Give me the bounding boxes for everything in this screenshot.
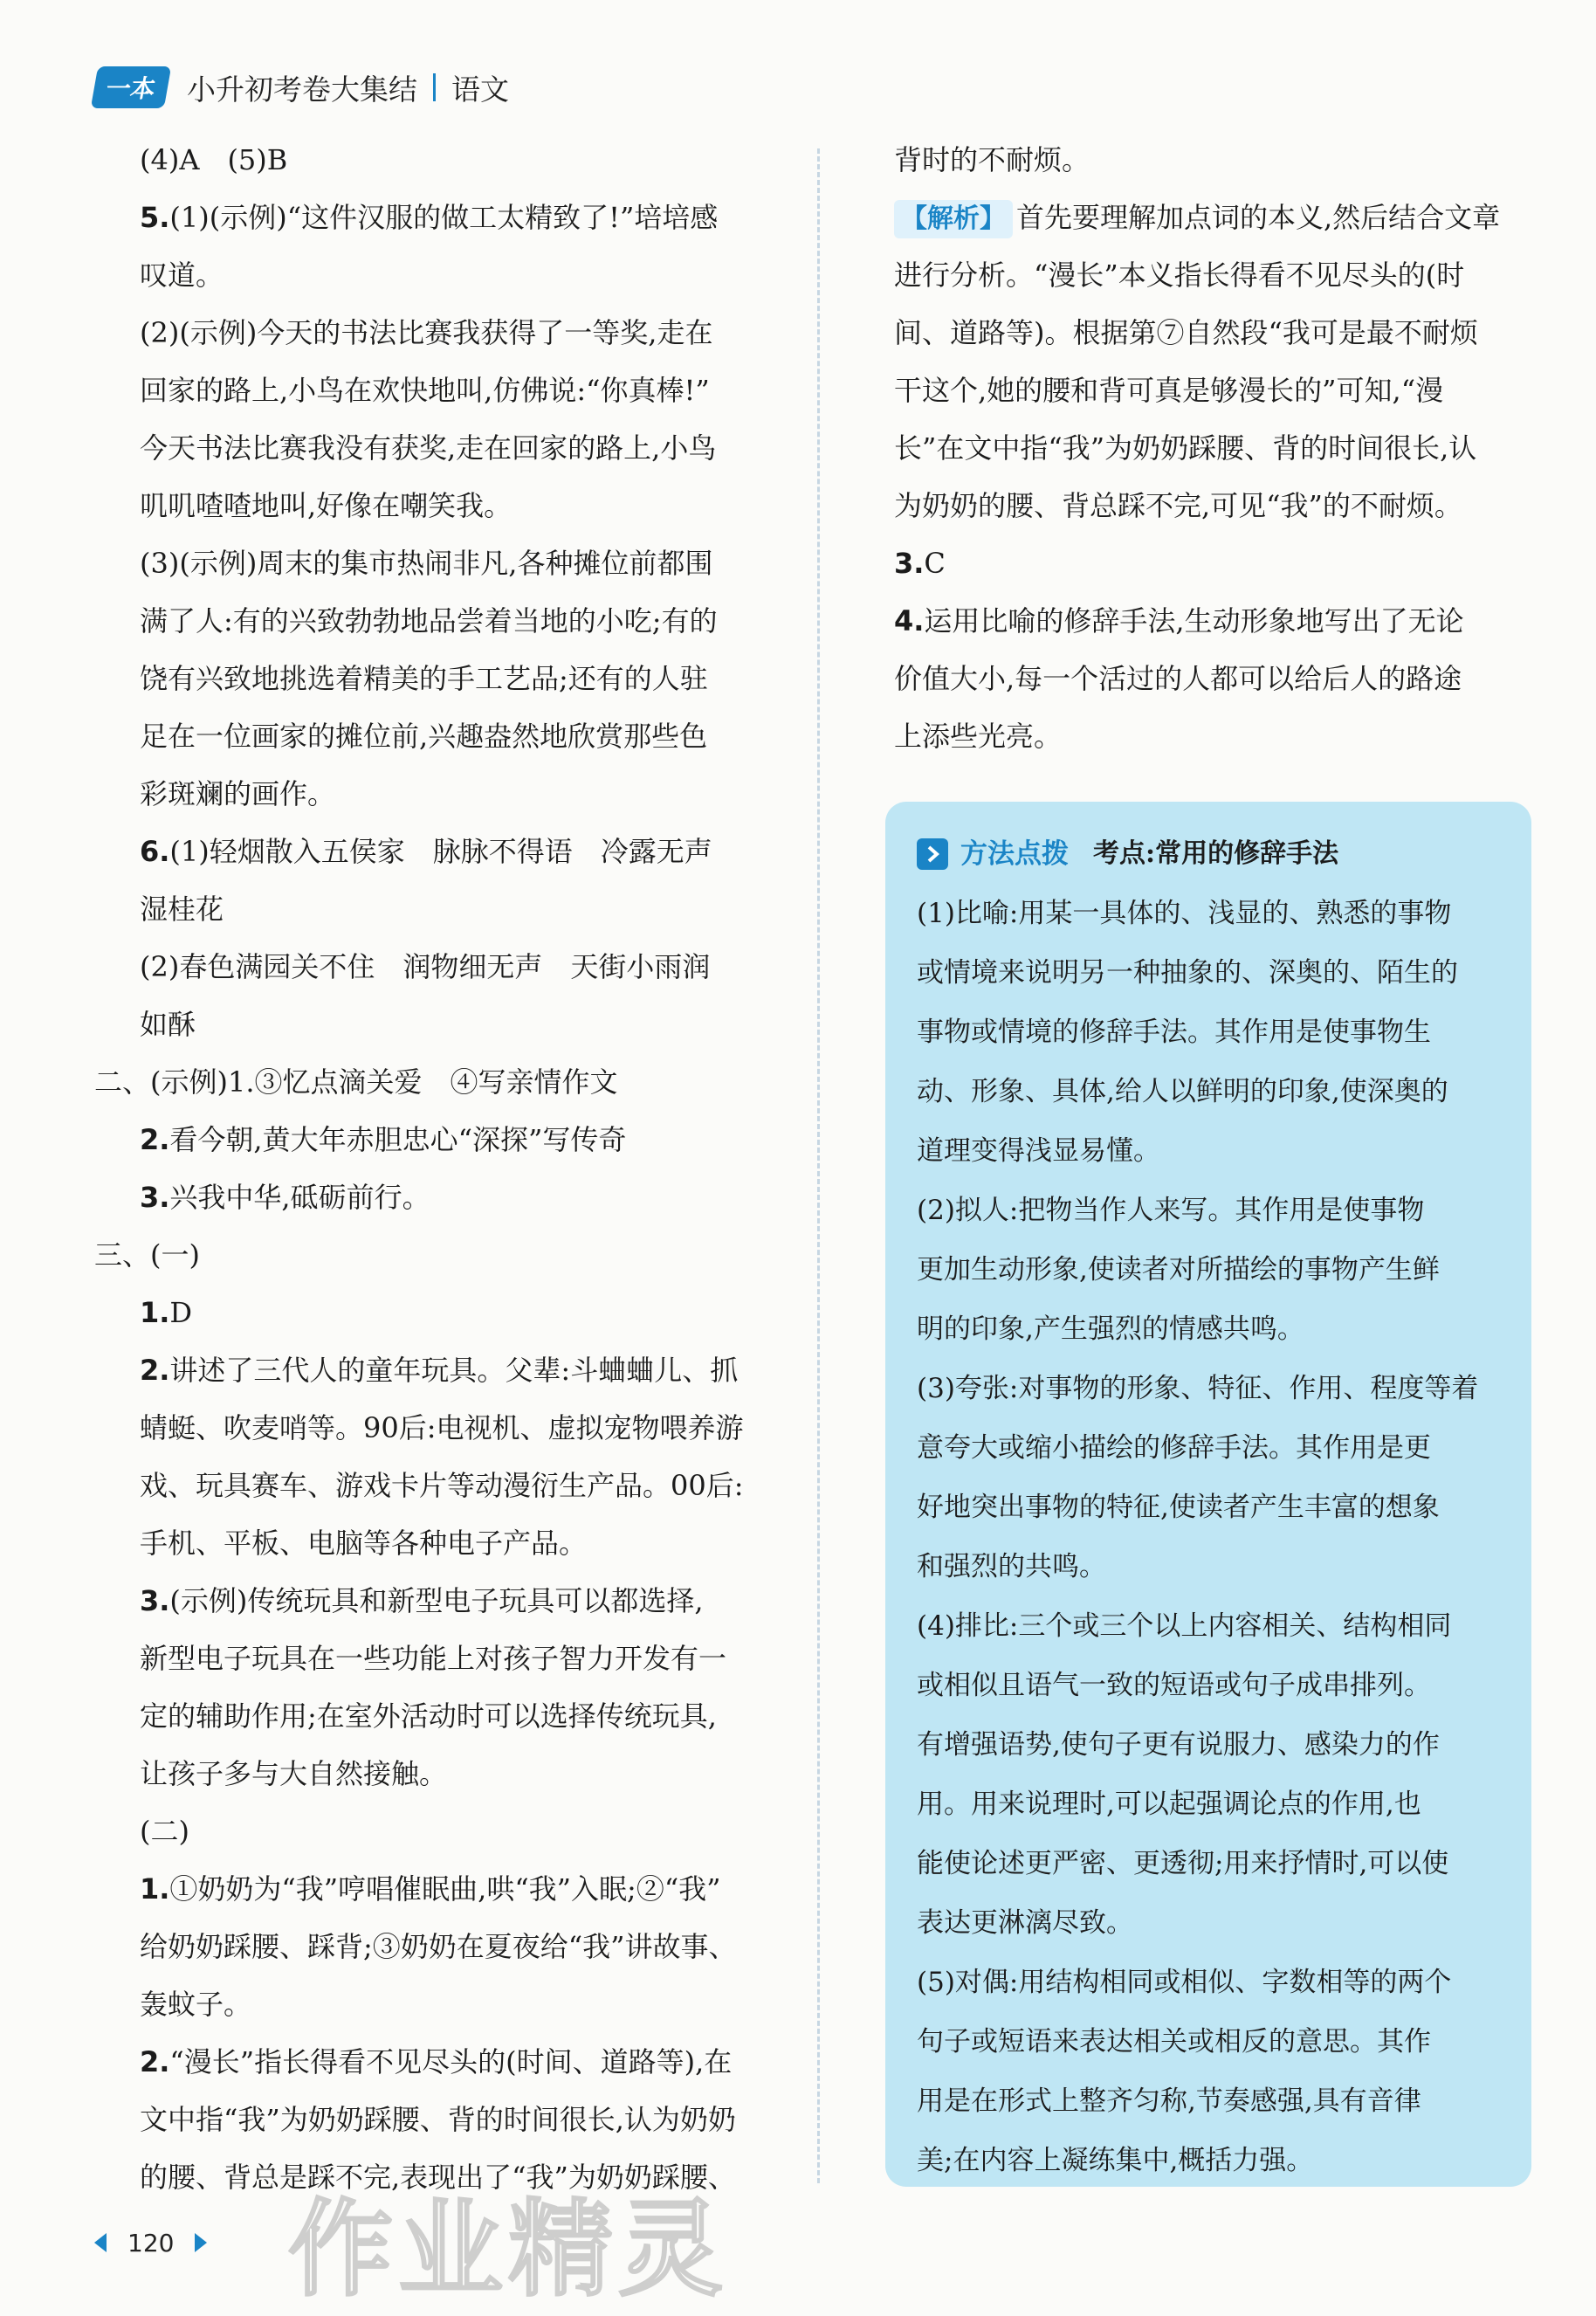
method-line: 表达更淋漓尽致。 [917,1907,1133,1939]
text-line [94,1457,793,1514]
question-number: 3. [894,547,925,580]
method-line: 动、形象、具体,给人以鲜明的印象,使深奥的 [917,1076,1448,1107]
line-text: (4)A (5)B [140,143,288,176]
right-column [894,131,1547,765]
text-line [94,419,793,477]
text-line [94,1860,793,1918]
line-text: 讲述了三代人的童年玩具。父辈:斗蛐蛐儿、抓 [169,1354,739,1387]
text-line [94,880,793,938]
question-number: 3. [140,1181,170,1214]
text-line [94,304,793,362]
question-number: 3. [140,1584,170,1617]
text-line [894,304,1547,362]
text-line [94,1745,793,1802]
line-text: 新型电子玩具在一些功能上对孩子智力开发有一 [140,1642,727,1675]
text-line [94,592,793,650]
line-text: 如酥 [140,1008,196,1041]
text-line [894,246,1547,304]
method-line: 道理变得浅显易懂。 [917,1135,1160,1167]
question-number: 1. [140,1872,170,1906]
text-line [894,419,1547,477]
page-header [94,63,509,112]
line-text: 饶有兴致地挑选着精美的手工艺品;还有的人驻 [140,662,708,695]
text-line [894,189,1547,246]
line-text: 首先要理解加点词的本义,然后结合文章 [1016,201,1501,234]
method-line: (2)拟人:把物当作人来写。其作用是使事物 [917,1195,1425,1226]
method-line: 明的印象,产生强烈的情感共鸣。 [917,1313,1304,1345]
line-text: 叹道。 [140,258,224,292]
text-line [94,477,793,534]
column-divider [817,148,820,2183]
text-line [94,189,793,246]
method-line: (5)对偶:用结构相同或相似、字数相等的两个 [917,1967,1452,1998]
method-line: 和强烈的共鸣。 [917,1551,1106,1582]
chevron-right-icon [917,838,948,870]
text-line [94,1514,793,1572]
text-line [94,1053,793,1111]
method-header [917,826,1505,882]
line-text: 戏、玩具赛车、游戏卡片等动漫衍生产品。00后: [140,1469,744,1502]
method-line: 用是在形式上整齐匀称,节奏感强,具有音律 [917,2085,1421,2117]
page-number: 120 [127,2228,175,2257]
text-line [94,362,793,419]
text-line [94,1572,793,1630]
line-text: 给奶奶踩腰、踩背;③奶奶在夏夜给“我”讲故事、 [140,1930,737,1963]
watermark: 作业精灵 [288,2189,728,2311]
line-text: 今天书法比赛我没有获奖,走在回家的路上,小鸟 [140,431,717,465]
line-text: “漫长”指长得看不见尽头的(时间、道路等),在 [169,2045,733,2078]
line-text: 三、(一) [94,1238,200,1272]
text-line [94,131,793,189]
method-line: 美;在内容上凝练集中,概括力强。 [917,2145,1314,2176]
text-line [94,1687,793,1745]
text-line [94,1168,793,1226]
line-text: 干这个,她的腰和背可真是够漫长的”可知,“漫 [894,374,1444,407]
line-text: 长”在文中指“我”为奶奶踩腰、背的时间很长,认 [894,431,1477,465]
text-line [894,362,1547,419]
method-line: (1)比喻:用某一具体的、浅显的、熟悉的事物 [917,898,1452,929]
line-text: 为奶奶的腰、背总踩不完,可见“我”的不耐烦。 [894,489,1462,522]
text-line [94,765,793,823]
line-text: 兴我中华,砥砺前行。 [169,1181,430,1214]
text-line [894,650,1547,707]
question-number: 5. [140,201,170,234]
line-text: 上添些光亮。 [894,720,1063,753]
line-text: 进行分析。“漫长”本义指长得看不见尽头的(时 [894,258,1465,292]
line-text: C [924,547,946,580]
line-text: (1)轻烟散入五侯家 脉脉不得语 冷露无声 [169,835,712,868]
line-text: 定的辅助作用;在室外活动时可以选择传统玩具, [140,1699,717,1733]
text-line [94,1284,793,1341]
method-point: 考点:常用的修辞手法 [1093,838,1339,869]
line-text: (2)春色满园关不住 润物细无声 天街小雨润 [140,950,711,983]
question-number: 6. [140,835,170,868]
line-text: 间、道路等)。根据第⑦自然段“我可是最不耐烦 [894,316,1478,349]
text-line [94,534,793,592]
next-page-icon[interactable] [195,2233,207,2252]
method-lines [917,884,1505,2190]
method-line: 意夸大或缩小描绘的修辞手法。其作用是更 [917,1432,1431,1464]
method-line: 好地突出事物的特征,使读者产生丰富的想象 [917,1492,1440,1523]
line-text: (1)(示例)“这件汉服的做工太精致了!”培培感 [169,201,719,234]
line-text: 背时的不耐烦。 [894,143,1090,176]
question-number: 2. [140,1123,170,1156]
text-line [94,1399,793,1457]
line-text: 满了人:有的兴致勃勃地品尝着当地的小吃;有的 [140,604,718,638]
text-line [94,938,793,996]
line-text: (3)(示例)周末的集市热闹非凡,各种摊位前都围 [140,547,713,580]
line-text: 让孩子多与大自然接触。 [140,1757,448,1790]
line-text: 看今朝,黄大年赤胆忠心“深探”写传奇 [169,1123,627,1156]
text-line [94,996,793,1053]
header-separator [433,73,436,101]
question-number: 2. [140,2045,170,2078]
question-number: 1. [140,1296,170,1329]
method-line: 更加生动形象,使读者对所描绘的事物产生鲜 [917,1254,1440,1286]
text-line [94,2091,793,2148]
question-number: 2. [140,1354,170,1387]
text-line [94,246,793,304]
text-line [94,650,793,707]
line-text: 二、(示例)1.③忆点滴关爱 ④写亲情作文 [94,1065,618,1099]
line-text: 回家的路上,小鸟在欢快地叫,仿佛说:“你真棒!” [140,374,710,407]
line-text: (二) [140,1815,189,1848]
method-line: 有增强语势,使句子更有说服力、感染力的作 [917,1729,1440,1761]
method-line: 事物或情境的修辞手法。其作用是使事物生 [917,1017,1431,1048]
line-text: 轰蚊子。 [140,1988,252,2021]
text-line [94,707,793,765]
text-line [894,592,1547,650]
text-line [94,823,793,880]
line-text: 手机、平板、电脑等各种电子产品。 [140,1527,588,1560]
line-text: 叽叽喳喳地叫,好像在嘲笑我。 [140,489,513,522]
line-text: 运用比喻的修辞手法,生动形象地写出了无论 [924,604,1464,638]
line-text: ①奶奶为“我”哼唱催眠曲,哄“我”入眠;②“我” [169,1872,721,1906]
method-line: 句子或短语来表达相关或相反的意思。其作 [917,2026,1431,2058]
text-line [94,1918,793,1975]
text-line [94,1975,793,2033]
book-title: 小升初考卷大集结 [187,72,418,107]
method-line: (3)夸张:对事物的形象、特征、作用、程度等着 [917,1373,1479,1404]
text-line [94,1802,793,1860]
page-footer [94,2225,207,2260]
method-line: 能使论述更严密、更透彻;用来抒情时,可以使 [917,1848,1449,1879]
question-number: 4. [894,604,925,638]
text-line [894,707,1547,765]
line-text: (2)(示例)今天的书法比赛我获得了一等奖,走在 [140,316,713,349]
text-line [894,534,1547,592]
line-text: 文中指“我”为奶奶踩腰、背的时间很长,认为奶奶 [140,2103,736,2136]
line-text: D [169,1296,193,1329]
text-line [94,2033,793,2091]
line-text: 湿桂花 [140,893,224,926]
text-line [94,1111,793,1168]
text-line [94,1630,793,1687]
method-line: 或情境来说明另一种抽象的、深奥的、陌生的 [917,957,1458,989]
brand-logo: 一本 [91,66,171,108]
line-text: 价值大小,每一个活过的人都可以给后人的路途 [894,662,1462,695]
line-text: 的腰、背总是踩不完,表现出了“我”为奶奶踩腰、 [140,2161,736,2194]
line-text: 蜻蜓、吹麦哨等。90后:电视机、虚拟宠物喂养游 [140,1411,744,1444]
line-text: 足在一位画家的摊位前,兴趣盎然地欣赏那些色 [140,720,708,753]
text-line [894,477,1547,534]
text-line [894,131,1547,189]
line-text: (示例)传统玩具和新型电子玩具可以都选择, [169,1584,704,1617]
line-text: 彩斑斓的画作。 [140,777,336,810]
text-line [94,1341,793,1399]
left-column [94,131,793,2206]
method-tips-box [885,802,1531,2187]
method-line: 或相似且语气一致的短语或句子成串排列。 [917,1670,1431,1701]
analysis-tag: 【解析】 [894,200,1013,238]
method-title: 方法点拨 [960,838,1069,870]
method-line: (4)排比:三个或三个以上内容相关、结构相同 [917,1610,1452,1642]
subject-label: 语文 [451,72,510,107]
text-line [94,1226,793,1284]
prev-page-icon[interactable] [94,2233,107,2252]
method-line: 用。用来说理时,可以起强调论点的作用,也 [917,1789,1421,1820]
